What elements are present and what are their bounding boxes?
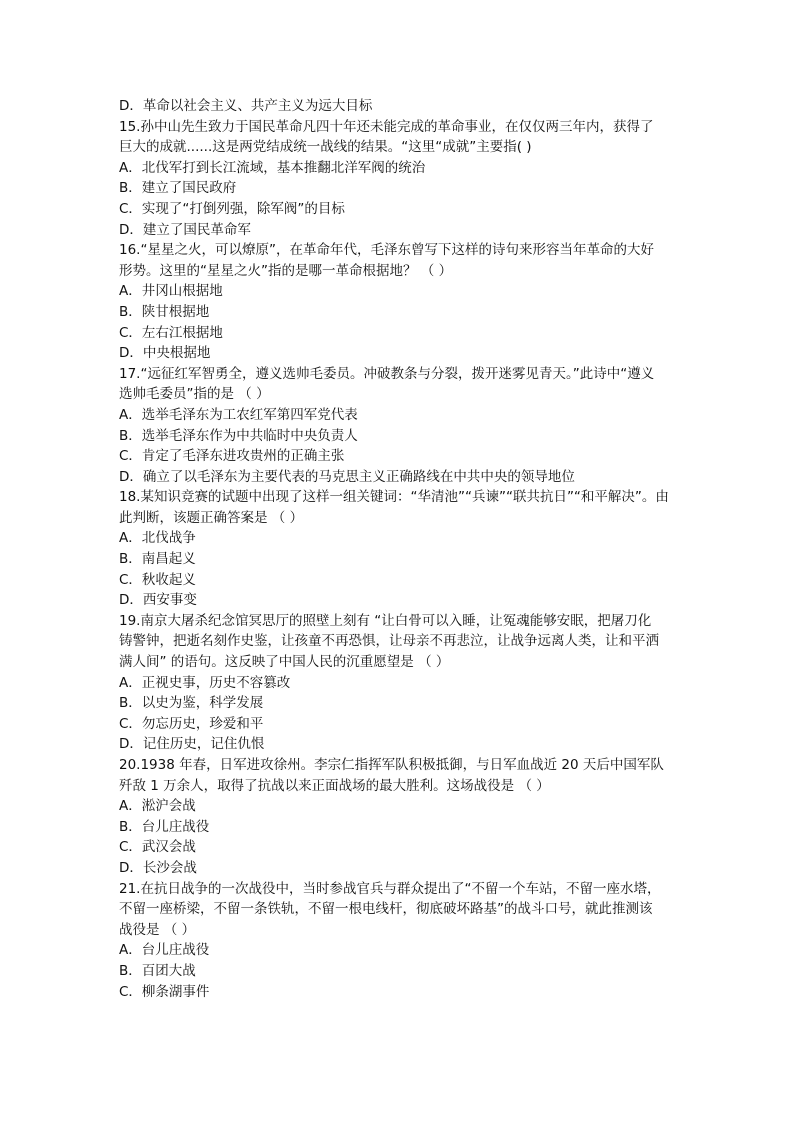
document-page [119,96,679,1002]
text-line: D．革命以社会主义、共产主义为远大目标 [119,98,373,114]
text-line: 19.南京大屠杀纪念馆冥思厅的照壁上刻有 “让白骨可以入睡，让冤魂能够安眠，把屠刀化 [119,612,652,629]
text-line: A．北伐战争 [119,530,196,547]
text-line: C．左右江根据地 [119,324,223,341]
text-line: D．中央根据地 [119,345,211,362]
text-line: D．长沙会战 [119,859,197,876]
text-line: C．秋收起义 [119,571,196,588]
text-line: B．百团大战 [119,962,196,979]
text-line: 21.在抗日战争的一次战役中，当时参战官兵与群众提出了“不留一个车站，不留一座水塔， [119,880,661,897]
text-line: D．确立了以毛泽东为主要代表的马克思主义正确路线在中共中央的领导地位 [119,468,575,485]
text-line: D．记住历史，记住仇恨 [119,736,265,753]
text-line: 战役是 （ ） [119,921,196,938]
text-line: B．选举毛泽东作为中共临时中央负责人 [119,427,358,444]
text-line: 18.某知识竞赛的试题中出现了这样一组关键词：“华清池”“兵谏”“联共抗日”“和平解决”。由 [119,489,669,506]
text-line: B．陕甘根据地 [119,303,210,320]
text-line: 铸警钟，把逝名刻作史鉴，让孩童不再恐惧，让母亲不再悲泣，让战争远离人类，让和平洒 [119,633,659,650]
text-line: 选帅毛委员”指的是 （ ） [119,386,270,403]
text-line: A．台儿庄战役 [119,942,210,959]
text-line: 此判断，该题正确答案是 （ ） [119,509,304,526]
text-line: A．淞沪会战 [119,798,196,815]
text-line: D．西安事变 [119,592,197,609]
text-line: B．南昌起义 [119,551,196,568]
text-line: D．建立了国民革命军 [119,221,251,238]
text-line: B．以史为鉴，科学发展 [119,695,264,712]
text-line: C．武汉会战 [119,839,196,856]
text-line: C．肯定了毛泽东进攻贵州的正确主张 [119,448,345,465]
text-line: 歼敌 1 万余人，取得了抗战以来正面战场的最大胜利。这场战役是 （ ） [119,777,550,794]
text-line: B．建立了国民政府 [119,180,237,197]
text-line: B．台儿庄战役 [119,818,210,835]
text-line: 17.“远征红军智勇全，遵义选帅毛委员。冲破教条与分裂，拨开迷雾见青天。”此诗中“遵义 [119,365,655,382]
text-line: 20.1938 年春，日军进攻徐州。李宗仁指挥军队积极抵御，与日军血战近 20 天后中国军队 [119,757,664,773]
text-line: C．实现了“打倒列强，除军阀”的目标 [119,200,345,217]
text-line: 不留一座桥梁，不留一条铁轨，不留一根电线杆，彻底破坏路基”的战斗口号，就此推测该 [119,901,653,918]
text-line: A．正视史事，历史不容篡改 [119,674,291,691]
text-line: C．勿忘历史，珍爱和平 [119,715,264,732]
text-line: A．井冈山根据地 [119,283,223,300]
text-line: 形势。这里的“星星之火”指的是哪一革命根据地？ （ ） [119,262,453,279]
text-line: 16.“星星之火，可以燎原”，在革命年代，毛泽东曾写下这样的诗句来形容当年革命的大好 [119,242,654,259]
text-line: 巨大的成就......这是两党结成统一战线的结果。“这里“成就”主要指( ) [119,139,532,156]
text-line: A．北伐军打到长江流域，基本推翻北洋军阀的统治 [119,159,426,176]
text-line: A．选举毛泽东为工农红军第四军党代表 [119,406,358,423]
text-line: 15.孙中山先生致力于国民革命凡四十年还未能完成的革命事业，在仅仅两三年内，获得了 [119,118,654,135]
text-line: C．柳条湖事件 [119,983,210,1000]
text-line: 满人间” 的语句。这反映了中国人民的沉重愿望是 （ ） [119,654,450,671]
